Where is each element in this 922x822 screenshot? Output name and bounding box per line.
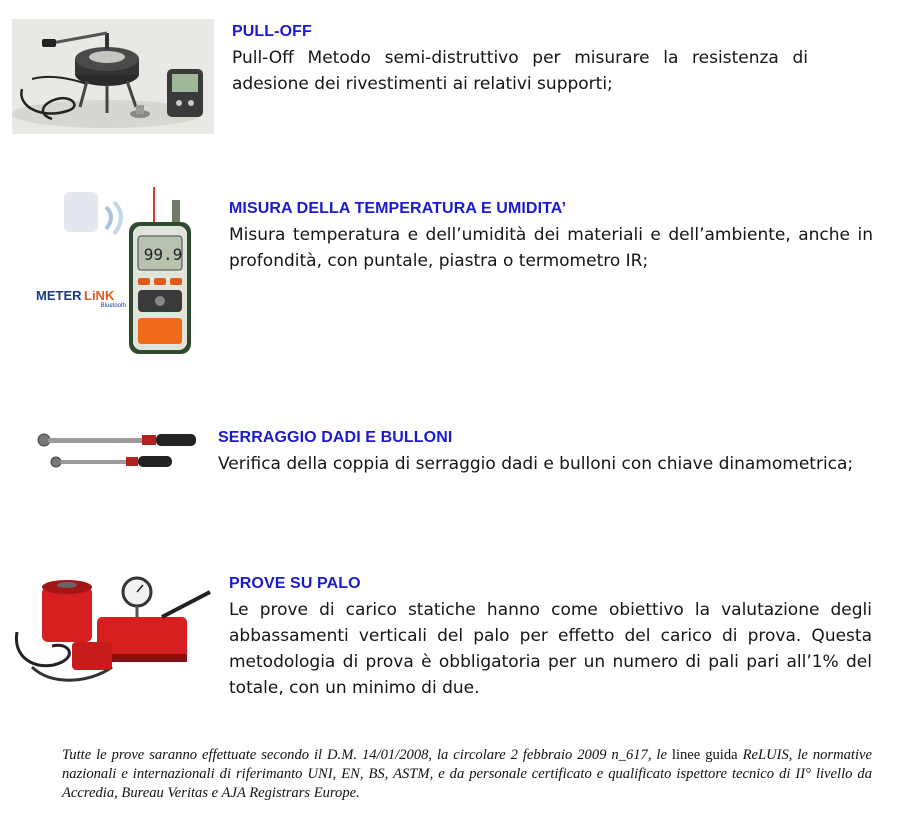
section-pile-test — [229, 574, 872, 701]
hydraulic-jack-photo — [12, 572, 212, 690]
section-title: PULL-OFF — [232, 23, 312, 40]
section-title: MISURA DELLA TEMPERATURA E UMIDITA’ — [229, 200, 567, 217]
svg-text:LiNK: LiNK — [84, 288, 115, 303]
section-temperature-humidity — [229, 199, 873, 274]
section-description: Pull-Off Metodo semi-distruttivo per misurare la resistenza di adesione dei rivestimenti ai relativi supporti; — [232, 48, 808, 94]
pull-off-tester-photo — [12, 19, 214, 134]
footer-text-2: linee guida — [666, 747, 743, 763]
section-description: Verifica della coppia di serraggio dadi e bulloni con chiave dinamometrica; — [218, 454, 854, 474]
svg-text:METER: METER — [36, 288, 82, 303]
section-pull-off — [232, 22, 808, 97]
section-description: Le prove di carico statiche hanno come obiettivo la valutazione degli abbassamenti verticali del palo per effetto del carico di prova. Questa metodologia di prova è obbligatoria per un numero di pali pari all’1% del totale, con un minimo di due. — [229, 600, 872, 698]
meterlink-logo-sub: Bluetooth — [100, 303, 126, 309]
section-title: SERRAGGIO DADI E BULLONI — [218, 429, 453, 446]
torque-wrench-photo — [32, 420, 200, 480]
footer-text-1: Tutte le prove saranno effettuate secondo il D.M. 14/01/2008, la circolare 2 febbraio 2009 n_617, le — [62, 747, 667, 763]
footer-text-3: , le normative nazionali e internazionali di riferimanto UNI, EN, BS, ASTM, e da personale certificato e qualificato ispettore tecnico di II° livello da Accredia, Bureau Veritas e AJA Registrars Europe. — [62, 747, 873, 801]
meter-display-value: 99.9 — [143, 245, 183, 264]
moisture-meter-photo — [34, 182, 194, 360]
footer-note — [62, 746, 872, 803]
section-description: Misura temperatura e dell’umidità dei materiali e dell’ambiente, anche in profondità, con puntale, piastra o termometro IR; — [229, 225, 873, 271]
footer-brand: ReLUIS — [742, 747, 789, 763]
section-title: PROVE SU PALO — [229, 575, 361, 592]
section-torque — [218, 428, 872, 477]
